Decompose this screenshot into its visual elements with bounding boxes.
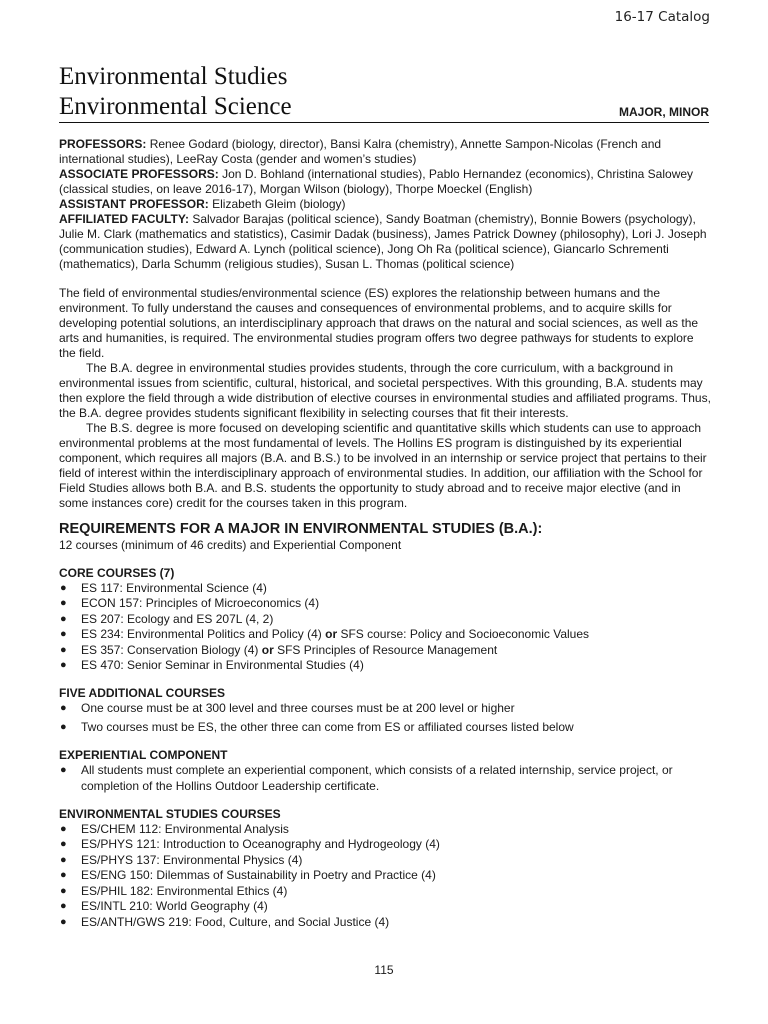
course-text: ES 207: Ecology and ES 207L (4, 2)	[81, 611, 274, 626]
page-body	[59, 137, 711, 930]
course-text: ES/PHYS 121: Introduction to Oceanography and Hydrogeology (4)	[81, 837, 440, 852]
list-item	[59, 837, 711, 852]
list-item	[59, 701, 711, 716]
bullet-icon: ●	[60, 659, 67, 672]
bullet-icon: ●	[60, 869, 67, 882]
bullet-icon: ●	[60, 915, 67, 928]
list-item	[59, 822, 711, 837]
list-item	[59, 612, 711, 627]
list-item	[59, 884, 711, 899]
list-item	[59, 853, 711, 868]
assistant-professor-list: Elizabeth Gleim (biology)	[208, 197, 346, 211]
assistant-professor-label: ASSISTANT PROFESSOR:	[59, 197, 209, 211]
bullet-icon: ●	[60, 612, 67, 625]
bullet-icon: ●	[60, 838, 67, 851]
affiliated-faculty-entry	[59, 212, 711, 272]
title-block	[59, 62, 709, 122]
ba-paragraph: The B.A. degree in environmental studies provides students, through the core curriculum, with a background in environmental issues from scientific, cultural, historical, and societal perspectives. With this grounding, B.A. students may then explore the field through a wide distribution of elective courses in environmental studies and affiliated programs. Thus, the B.A. degree provides students significant flexibility in selecting courses that fit their interests.	[59, 361, 711, 420]
list-item	[59, 915, 711, 930]
intro-section	[59, 286, 711, 511]
experiential-component-heading: EXPERIENTIAL COMPONENT	[59, 748, 228, 763]
bs-paragraph: The B.S. degree is more focused on developing scientific and quantitative skills which students can use to approach environmental problems at the most fundamental of levels. The Hollins ES program is distinguished by its experiential component, which requires all majors (B.A. and B.S.) to be involved in an internship or service project that pertains to their field of interest within the interdisciplinary approach of environmental studies. In addition, our affiliation with the School for Field Studies allows both B.A. and B.S. students the opportunity to study abroad and to receive major elective (and in some instances core) credit for the courses taken in this program.	[59, 421, 707, 510]
bullet-icon: ●	[60, 582, 67, 594]
list-item	[59, 596, 711, 611]
bullet-icon: ●	[60, 884, 67, 897]
bullet-icon: ●	[60, 764, 67, 777]
alternative-course-text: SFS Principles of Resource Management	[273, 642, 498, 657]
associate-professors-entry	[59, 167, 711, 197]
es-courses-list	[59, 822, 711, 930]
course-text: ES/ENG 150: Dilemmas of Sustainability in Poetry and Practice (4)	[81, 868, 436, 883]
affiliated-faculty-label: AFFILIATED FACULTY:	[59, 212, 189, 226]
course-text: ES/INTL 210: World Geography (4)	[81, 899, 268, 914]
major-requirements-heading: REQUIREMENTS FOR A MAJOR IN ENVIRONMENTAL STUDIES (B.A.):	[59, 521, 543, 537]
course-text: ES/CHEM 112: Environmental Analysis	[81, 822, 289, 837]
spacer	[59, 272, 711, 286]
bullet-icon: ●	[60, 823, 67, 836]
list-item	[59, 763, 711, 794]
bullet-icon: ●	[60, 853, 67, 866]
title-divider	[59, 122, 709, 123]
requirement-text: Two courses must be ES, the other three can come from ES or affiliated courses listed below	[81, 719, 574, 734]
list-item	[59, 868, 711, 883]
bullet-icon: ●	[60, 900, 67, 913]
course-text: ES 470: Senior Seminar in Environmental Studies (4)	[81, 658, 364, 673]
bullet-icon: ●	[60, 643, 67, 656]
course-text: ES 117: Environmental Science (4)	[81, 581, 267, 595]
course-text: ECON 157: Principles of Microeconomics (4)	[81, 596, 320, 611]
course-text: ES/PHYS 137: Environmental Physics (4)	[81, 852, 303, 867]
experiential-component-list	[59, 763, 711, 794]
bullet-icon: ●	[60, 628, 67, 641]
assistant-professor-entry	[59, 197, 711, 212]
page-title-environmental-studies: Environmental Studies	[59, 63, 288, 90]
course-text: ES 234: Environmental Politics and Policy (4)	[81, 627, 326, 642]
additional-courses-heading: FIVE ADDITIONAL COURSES	[59, 686, 226, 701]
alternative-course-text: SFS course: Policy and Socioeconomic Values	[337, 627, 590, 642]
core-courses-heading: CORE COURSES (7)	[59, 566, 175, 580]
requirement-text: One course must be at 300 level and three courses must be at 200 level or higher	[81, 701, 515, 716]
or-connector: or	[325, 627, 338, 642]
list-item	[59, 581, 711, 596]
list-item	[59, 720, 711, 735]
page-number: 115	[374, 963, 394, 977]
professors-list: Renee Godard (biology, director), Bansi Kalra (chemistry), Annette Sampon-Nicolas (French and international studies), LeeRay Costa (gender and women’s studies)	[59, 137, 662, 166]
list-item	[59, 658, 711, 673]
bullet-icon: ●	[60, 720, 67, 733]
catalog-year-label: 16-17 Catalog	[614, 9, 710, 25]
page-title-environmental-science: Environmental Science	[59, 93, 292, 120]
affiliated-faculty-list: Salvador Barajas (political science), Sandy Boatman (chemistry), Bonnie Bowers (psychology), Julie M. Clark (mathematics and statistics), Casimir Dadak (business), James Patrick Downey (philosophy), Lori J. Joseph (communication studies), Edward A. Lynch (political science), Jong Oh Ra (political science), Giancarlo Schrementi (mathematics), Darla Schumm (religious studies), Susan L. Thomas (political science)	[59, 212, 707, 271]
course-text: ES 357: Conservation Biology (4)	[81, 642, 262, 657]
associate-professors-list: Jon D. Bohland (international studies), Pablo Hernandez (economics), Christina Salowey (classical studies, on leave 2016-17), Morgan Wilson (biology), Thorpe Moeckel (English)	[59, 167, 694, 196]
associate-professors-label: ASSOCIATE PROFESSORS:	[59, 167, 219, 181]
core-courses-list	[59, 581, 711, 673]
major-requirements-summary: 12 courses (minimum of 46 credits) and Experiential Component	[59, 538, 402, 552]
faculty-section	[59, 137, 711, 272]
list-item	[59, 899, 711, 914]
or-connector: or	[261, 642, 274, 657]
course-text: ES/ANTH/GWS 219: Food, Culture, and Social Justice (4)	[81, 914, 390, 929]
course-text: ES/PHIL 182: Environmental Ethics (4)	[81, 883, 288, 898]
program-types-label: MAJOR, MINOR	[619, 105, 709, 119]
intro-paragraph: The field of environmental studies/environmental science (ES) explores the relationship between humans and the environment. To fully understand the causes and consequences of environmental problems, and to acquire skills for developing potential solutions, an interdisciplinary approach that draws on the natural and social sciences, as well as the arts and humanities, is required. The environmental studies program offers two degree pathways for students to explore the field.	[59, 286, 699, 360]
list-item	[59, 643, 711, 658]
professors-label: PROFESSORS:	[59, 137, 147, 151]
bullet-icon: ●	[60, 597, 67, 610]
requirement-text: All students must complete an experiential component, which consists of a related internship, service project, or completion of the Hollins Outdoor Leadership certificate.	[81, 763, 673, 793]
professors-entry	[59, 137, 711, 167]
es-courses-heading: ENVIRONMENTAL STUDIES COURSES	[59, 807, 281, 822]
bullet-icon: ●	[60, 702, 67, 715]
list-item	[59, 627, 711, 642]
additional-courses-list	[59, 701, 711, 735]
